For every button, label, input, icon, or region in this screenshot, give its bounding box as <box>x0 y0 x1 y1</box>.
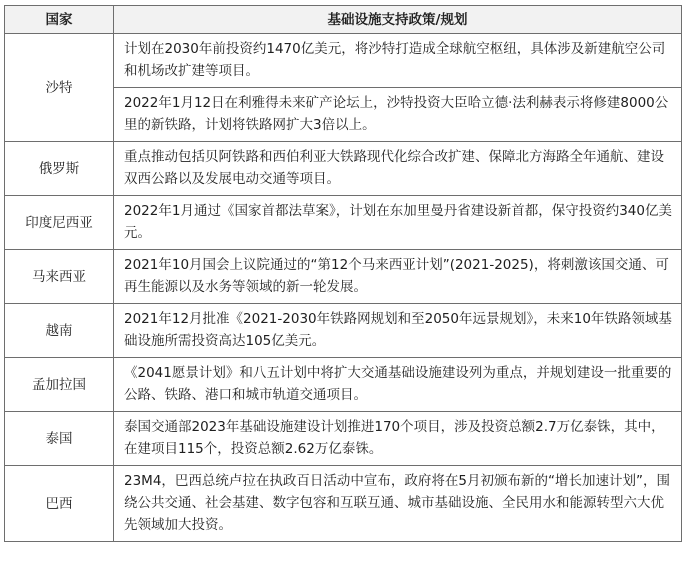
policy-cell-indonesia: 2022年1月通过《国家首都法草案》，计划在东加里曼丹省建设新首都，保守投资约340亿美元。 <box>114 196 682 250</box>
table-row-malaysia <box>5 250 682 304</box>
policy-cell-vietnam: 2021年12月批准《2021-2030年铁路网规划和至2050年远景规划》，未来10年铁路领域基础设施所需投资高达105亿美元。 <box>114 304 682 358</box>
country-cell-malaysia: 马来西亚 <box>5 250 114 304</box>
country-cell-bangladesh: 孟加拉国 <box>5 358 114 412</box>
policy-cell-saudi-2: 2022年1月12日在利雅得未来矿产论坛上，沙特投资大臣哈立德·法利赫表示将修建8000公里的新铁路，计划将铁路网扩大3倍以上。 <box>114 88 682 142</box>
policy-cell-thailand: 泰国交通部2023年基础设施建设计划推进170个项目，涉及投资总额2.7万亿泰铢，其中，在建项目115个，投资总额2.62万亿泰铢。 <box>114 412 682 466</box>
policy-cell-brazil: 23M4，巴西总统卢拉在执政百日活动中宣布，政府将在5月初颁布新的“增长加速计划”，围绕公共交通、社会基建、数字包容和互联互通、城市基础设施、全民用水和能源转型六大优先领域加大投资。 <box>114 466 682 542</box>
table-row-thailand <box>5 412 682 466</box>
policy-cell-russia: 重点推动包括贝阿铁路和西伯利亚大铁路现代化综合改扩建、保障北方海路全年通航、建设双西公路以及发展电动交通等项目。 <box>114 142 682 196</box>
policy-cell-malaysia: 2021年10月国会上议院通过的“第12个马来西亚计划”(2021-2025)，将刺激该国交通、可再生能源以及水务等领域的新一轮发展。 <box>114 250 682 304</box>
infrastructure-policy-table <box>4 5 682 542</box>
table-body <box>5 34 682 542</box>
policy-cell-bangladesh: 《2041愿景计划》和八五计划中将扩大交通基础设施建设列为重点，并规划建设一批重要的公路、铁路、港口和城市轨道交通项目。 <box>114 358 682 412</box>
country-cell-thailand: 泰国 <box>5 412 114 466</box>
country-cell-vietnam: 越南 <box>5 304 114 358</box>
country-cell-brazil: 巴西 <box>5 466 114 542</box>
policy-cell-saudi-1: 计划在2030年前投资约1470亿美元，将沙特打造成全球航空枢纽，具体涉及新建航空公司和机场改扩建等项目。 <box>114 34 682 88</box>
header-policy: 基础设施支持政策/规划 <box>114 6 682 34</box>
country-cell-indonesia: 印度尼西亚 <box>5 196 114 250</box>
table-row-bangladesh <box>5 358 682 412</box>
table-row-russia <box>5 142 682 196</box>
table-row-brazil <box>5 466 682 542</box>
header-country: 国家 <box>5 6 114 34</box>
header-row <box>5 6 682 34</box>
table-header <box>5 6 682 34</box>
country-cell-saudi: 沙特 <box>5 34 114 142</box>
country-cell-russia: 俄罗斯 <box>5 142 114 196</box>
table-row-saudi-1 <box>5 34 682 88</box>
table-row-indonesia <box>5 196 682 250</box>
table-row-vietnam <box>5 304 682 358</box>
